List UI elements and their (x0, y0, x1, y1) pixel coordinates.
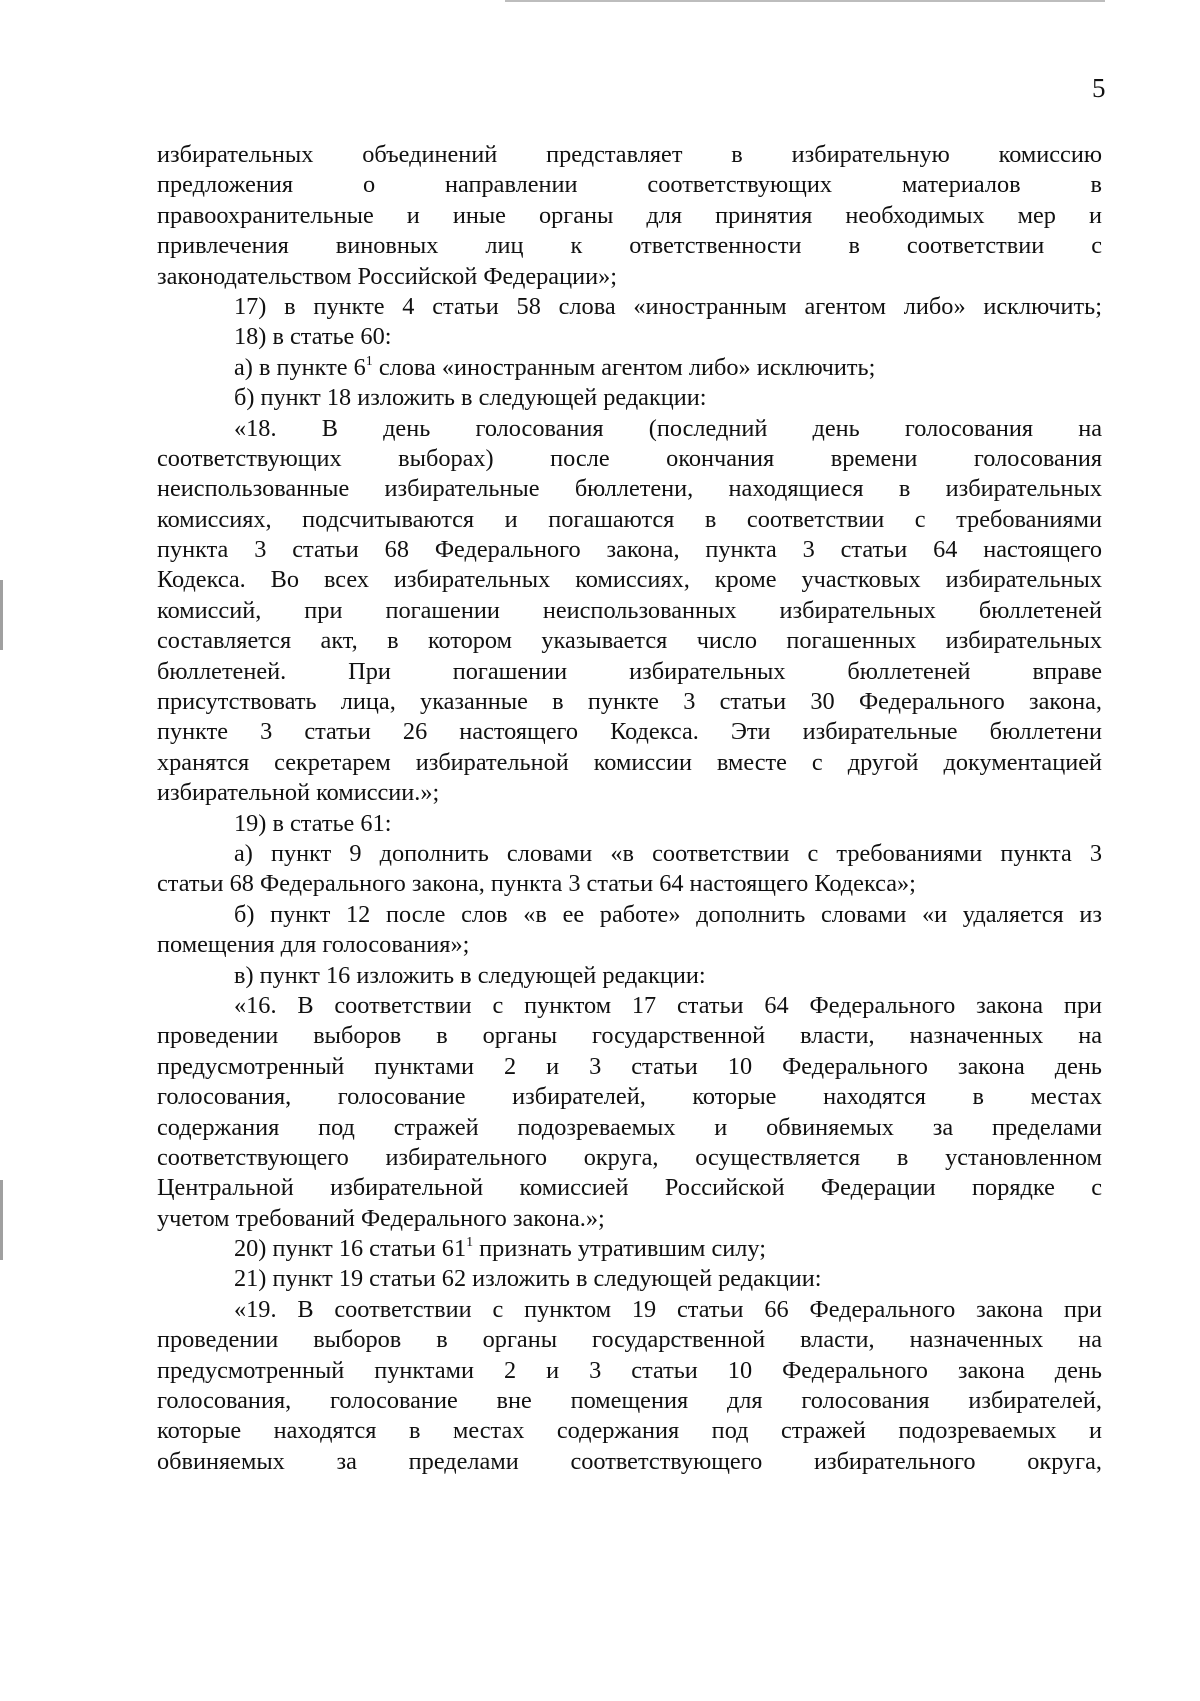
text-line (157, 414, 1102, 444)
text-line (157, 262, 1102, 292)
text-line-content: привлечения виновных лиц к ответственности в соответствии с (157, 232, 1102, 260)
text-line-content: избирательных объединений представляет в избирательную комиссию (157, 141, 1102, 168)
text-line (157, 170, 1102, 200)
text-line (157, 1295, 1102, 1325)
text-line (157, 1143, 1102, 1173)
text-line (157, 1173, 1102, 1203)
text-line (157, 596, 1102, 626)
text-line (157, 140, 1102, 170)
text-line (157, 687, 1102, 717)
text-line-content: которые находятся в местах содержания под стражей подозреваемых и (157, 1417, 1102, 1445)
text-line (157, 322, 1102, 352)
text-line (157, 1204, 1102, 1234)
text-line-content: в) пункт 16 изложить в следующей редакции: (234, 961, 706, 989)
text-line (157, 505, 1102, 535)
text-line (157, 565, 1102, 595)
text-line-content: неиспользованные избирательные бюллетени, находящиеся в избирательных (157, 475, 1102, 503)
text-line-content: Центральной избирательной комиссией Российской Федерации порядке с (157, 1174, 1102, 1202)
text-line (157, 1082, 1102, 1112)
text-line-content: помещения для голосования»; (157, 931, 470, 959)
document-body (157, 140, 1102, 1477)
text-line-content: 17) в пункте 4 статьи 58 слова «иностранным агентом либо» исключить; (234, 292, 1102, 320)
text-line-content: учетом требований Федерального закона.»; (157, 1204, 605, 1232)
text-line-content: а) в пункте 6 (234, 353, 366, 381)
text-line (157, 1447, 1102, 1477)
text-line-content: пункте 3 статьи 26 настоящего Кодекса. Эти избирательные бюллетени (157, 718, 1102, 746)
text-line (157, 717, 1102, 747)
text-line-content: предусмотренный пунктами 2 и 3 статьи 10 Федерального закона день (157, 1356, 1102, 1384)
text-line-content: правоохранительные и иные органы для принятия необходимых мер и (157, 201, 1102, 229)
scan-left-edge-mark (0, 580, 3, 650)
text-line-content: составляется акт, в котором указывается число погашенных избирательных (157, 627, 1102, 655)
text-line-content: бюллетеней. При погашении избирательных бюллетеней вправе (157, 657, 1102, 685)
text-line-content: обвиняемых за пределами соответствующего избирательного округа, (157, 1447, 1102, 1475)
text-line-content: комиссий, при погашении неиспользованных избирательных бюллетеней (157, 596, 1102, 624)
text-line (157, 869, 1102, 899)
text-line-content: 18) в статье 60: (234, 323, 392, 351)
scan-left-edge-mark (0, 1180, 3, 1260)
text-line-content: присутствовать лица, указанные в пункте 3 статьи 30 Федерального закона, (157, 688, 1102, 716)
text-line (157, 231, 1102, 261)
text-line (157, 1113, 1102, 1143)
text-line (157, 991, 1102, 1021)
text-line-content: проведении выборов в органы государственной власти, назначенных на (157, 1326, 1102, 1354)
text-line-content: а) пункт 9 дополнить словами «в соответствии с требованиями пункта 3 (234, 839, 1102, 867)
text-line-content: пункта 3 статьи 68 Федерального закона, пункта 3 статьи 64 настоящего (157, 536, 1102, 564)
text-line (157, 1416, 1102, 1446)
text-line (157, 930, 1102, 960)
text-line-content: 19) в статье 61: (234, 809, 392, 837)
text-line (157, 1386, 1102, 1416)
text-line-content: «16. В соответствии с пунктом 17 статьи 64 Федерального закона при (234, 991, 1102, 1019)
text-line (157, 748, 1102, 778)
page-number: 5 (1092, 73, 1106, 103)
text-line (157, 1021, 1102, 1051)
text-line (157, 1356, 1102, 1386)
text-line-content: «19. В соответствии с пунктом 19 статьи 66 Федерального закона при (234, 1295, 1102, 1323)
scan-top-border (505, 0, 1105, 2)
text-line (157, 778, 1102, 808)
text-line-content: комиссиях, подсчитываются и погашаются в соответствии с требованиями (157, 505, 1102, 533)
text-line-content: хранятся секретарем избирательной комиссии вместе с другой документацией (157, 748, 1102, 776)
text-line (157, 900, 1102, 930)
text-line-content: соответствующих выборах) после окончания времени голосования (157, 444, 1102, 472)
text-line (157, 657, 1102, 687)
text-line-content: 20) пункт 16 статьи 61 (234, 1235, 467, 1263)
text-line-continuation: слова «иностранным агентом либо» исключить; (372, 353, 876, 381)
text-line-content: предусмотренный пунктами 2 и 3 статьи 10 Федерального закона день (157, 1052, 1102, 1080)
text-line (157, 201, 1102, 231)
superscript: 1 (365, 353, 373, 369)
text-line (157, 809, 1102, 839)
text-line-content: голосования, голосование избирателей, которые находятся в местах (157, 1083, 1102, 1111)
text-line-content: избирательной комиссии.»; (157, 779, 440, 807)
text-line-content: предложения о направлении соответствующих материалов в (157, 171, 1102, 199)
text-line-content: соответствующего избирательного округа, осуществляется в установленном (157, 1143, 1102, 1171)
text-line (157, 353, 1102, 383)
text-line-content: содержания под стражей подозреваемых и обвиняемых за пределами (157, 1113, 1102, 1141)
text-line (157, 1052, 1102, 1082)
text-line (157, 1264, 1102, 1294)
text-line (157, 383, 1102, 413)
text-line-content: голосования, голосование вне помещения для голосования избирателей, (157, 1387, 1102, 1415)
text-line (157, 839, 1102, 869)
text-line-continuation: признать утратившим силу; (473, 1235, 766, 1263)
superscript: 1 (466, 1234, 474, 1250)
text-line-content: 21) пункт 19 статьи 62 изложить в следующей редакции: (234, 1265, 822, 1293)
text-line-content: «18. В день голосования (последний день голосования на (234, 414, 1102, 442)
text-line (157, 961, 1102, 991)
text-line-content: Кодекса. Во всех избирательных комиссиях, кроме участковых избирательных (157, 566, 1102, 594)
text-line-content: б) пункт 12 после слов «в ее работе» дополнить словами «и удаляется из (234, 900, 1102, 928)
text-line-content: законодательством Российской Федерации»; (157, 262, 617, 290)
text-line-content: проведении выборов в органы государственной власти, назначенных на (157, 1022, 1102, 1050)
text-line (157, 444, 1102, 474)
text-line-content: статьи 68 Федерального закона, пункта 3 статьи 64 настоящего Кодекса»; (157, 870, 916, 898)
text-line (157, 1325, 1102, 1355)
text-line (157, 535, 1102, 565)
text-line (157, 292, 1102, 322)
text-line (157, 474, 1102, 504)
text-line-content: б) пункт 18 изложить в следующей редакции: (234, 384, 707, 412)
text-line (157, 1234, 1102, 1264)
text-line (157, 626, 1102, 656)
